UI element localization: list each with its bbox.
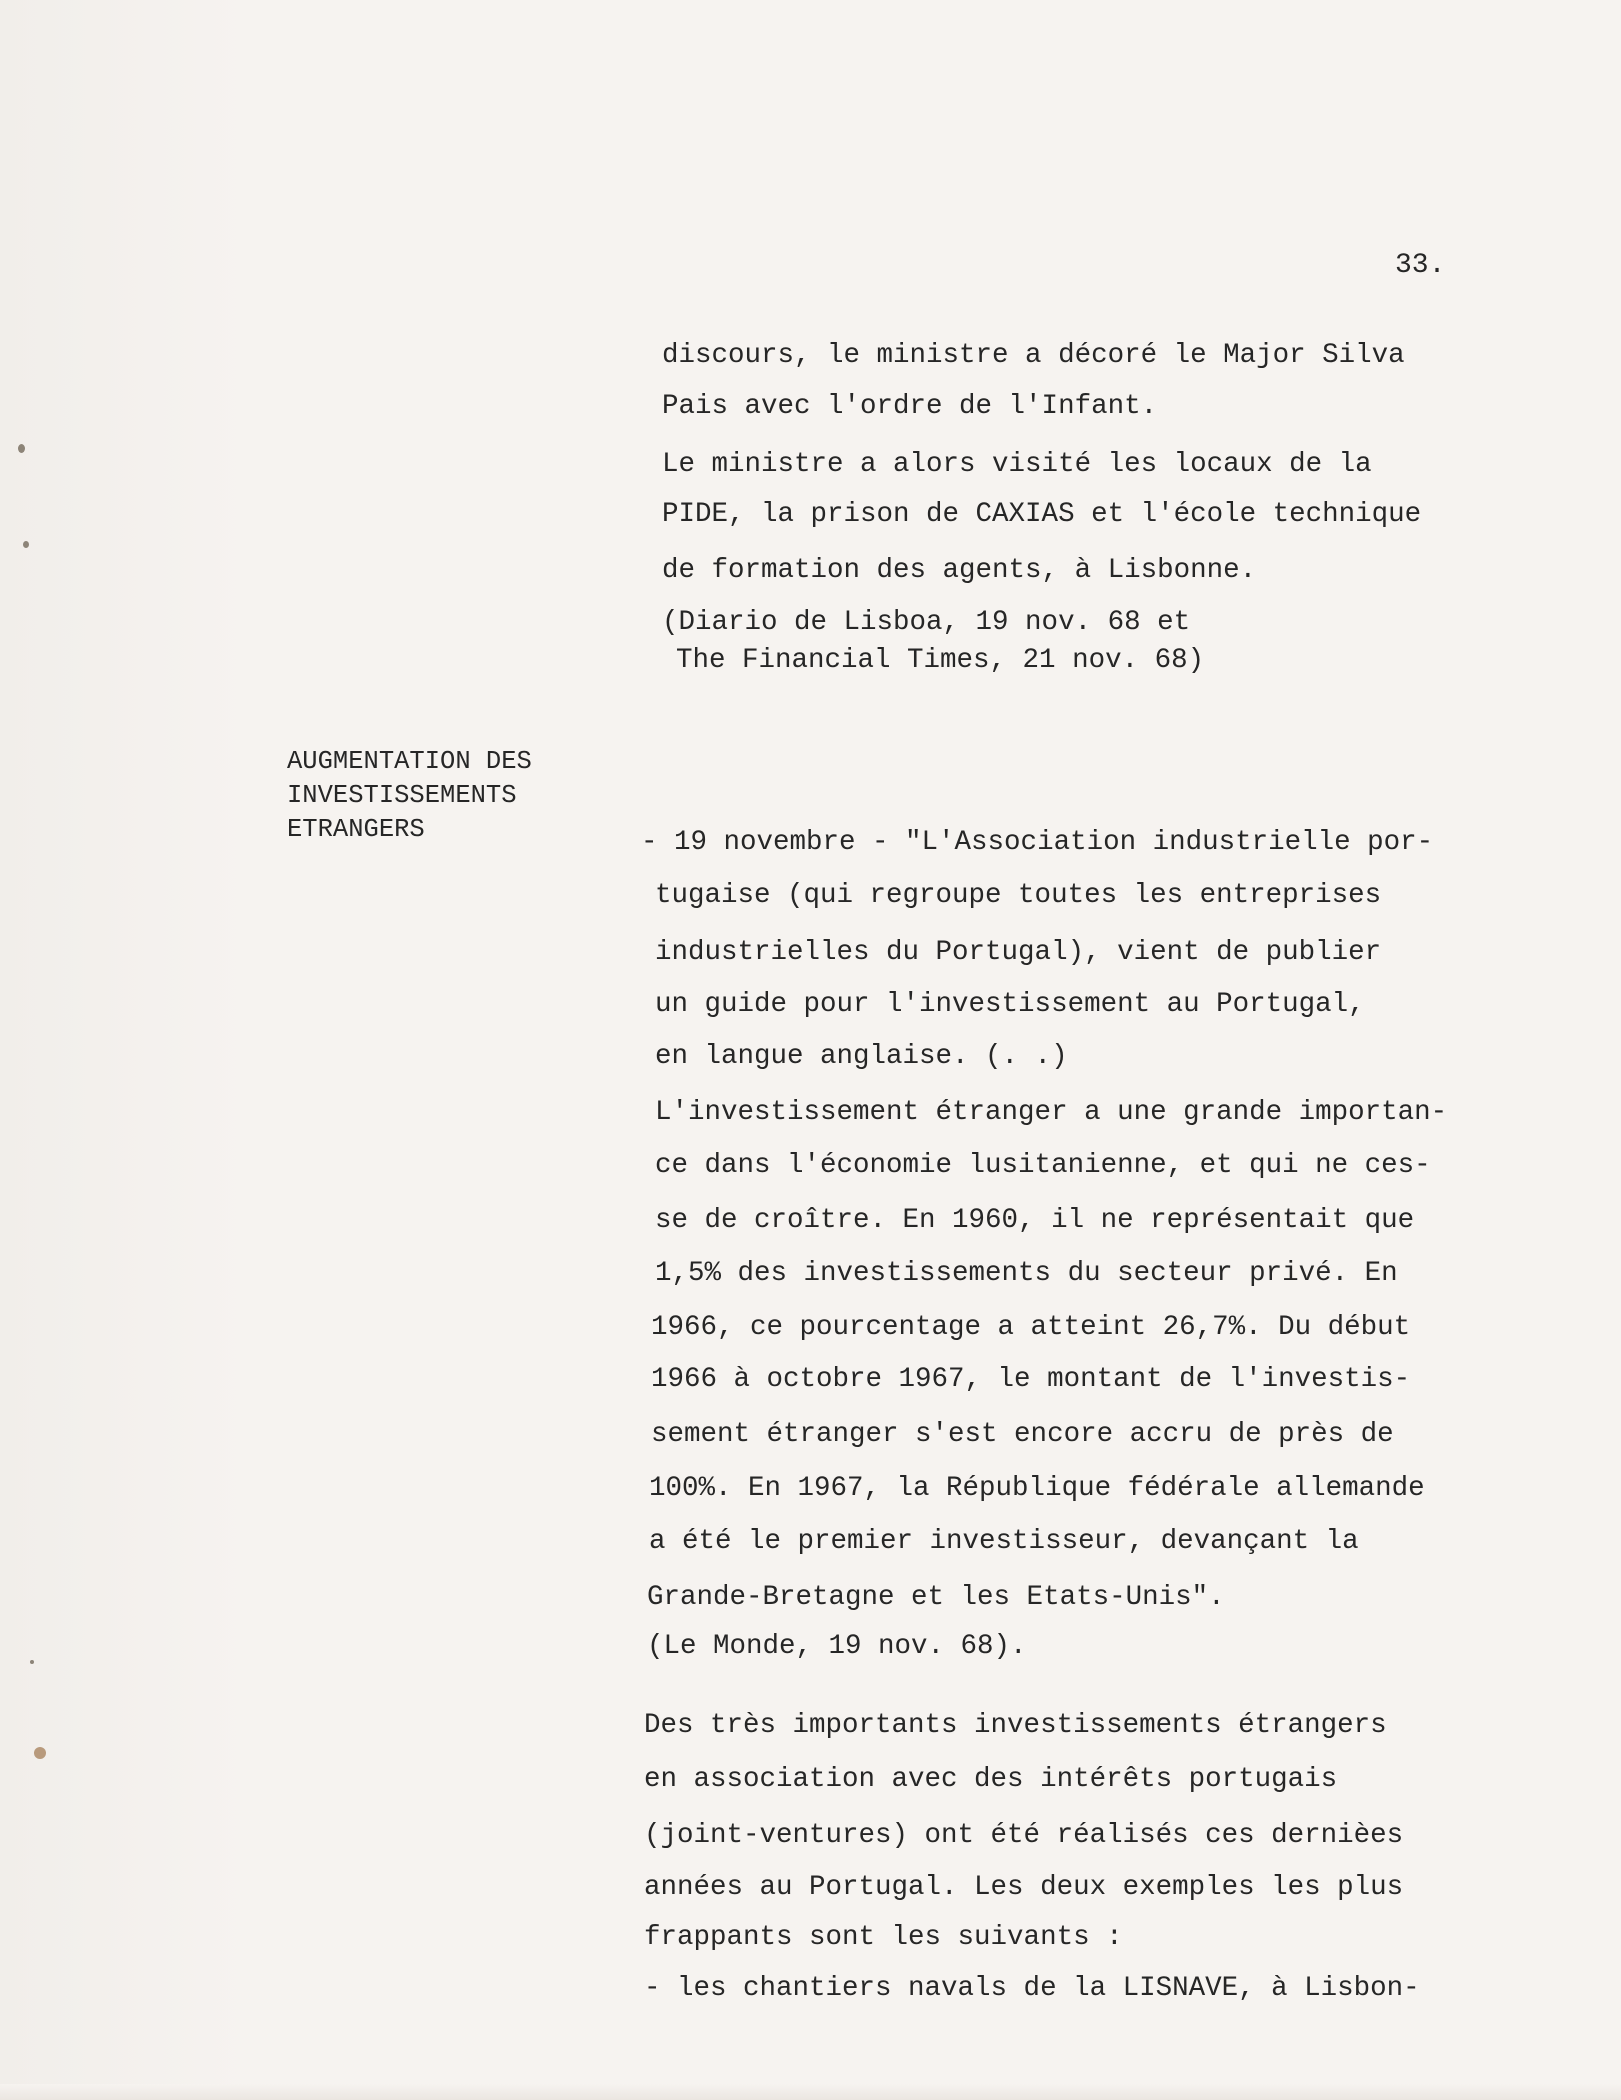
text-line: industrielles du Portugal), vient de publier (655, 937, 1382, 968)
text-line: de formation des agents, à Lisbonne. (662, 555, 1257, 586)
margin-speck (34, 1747, 46, 1759)
text-line: années au Portugal. Les deux exemples les plus (644, 1872, 1404, 1903)
side-heading-line: INVESTISSEMENTS (287, 781, 517, 810)
text-line: 100%. En 1967, la République fédérale allemande (649, 1473, 1425, 1504)
text-line: frappants sont les suivants : (644, 1922, 1123, 1953)
text-line: PIDE, la prison de CAXIAS et l'école technique (662, 499, 1422, 530)
margin-speck (18, 444, 25, 453)
text-line: se de croître. En 1960, il ne représentait que (655, 1205, 1415, 1236)
text-line: L'investissement étranger a une grande importan- (655, 1097, 1448, 1128)
side-heading-line: ETRANGERS (287, 815, 425, 844)
text-line: tugaise (qui regroupe toutes les entreprises (655, 880, 1382, 911)
text-line: Grande-Bretagne et les Etats-Unis". (647, 1582, 1225, 1613)
text-line: (Le Monde, 19 nov. 68). (647, 1631, 1027, 1662)
text-line: Le ministre a alors visité les locaux de la (662, 449, 1372, 480)
text-line: en langue anglaise. (. .) (655, 1041, 1068, 1072)
text-line: (joint-ventures) ont été réalisés ces dernièes (644, 1820, 1404, 1851)
page-number: 33. (1395, 250, 1446, 281)
margin-speck (30, 1660, 34, 1664)
text-line: 1966 à octobre 1967, le montant de l'investis- (651, 1364, 1411, 1395)
text-line: sement étranger s'est encore accru de près de (651, 1419, 1394, 1450)
bottom-edge (0, 2084, 1621, 2100)
text-line: The Financial Times, 21 nov. 68) (676, 645, 1205, 676)
text-line: 1,5% des investissements du secteur privé. En (655, 1258, 1398, 1289)
text-line: Pais avec l'ordre de l'Infant. (662, 391, 1158, 422)
text-line: Des très importants investissements étrangers (644, 1710, 1387, 1741)
margin-shading (0, 0, 250, 2100)
margin-speck (23, 541, 29, 548)
side-heading-line: AUGMENTATION DES (287, 747, 532, 776)
text-line: a été le premier investisseur, devançant la (649, 1526, 1359, 1557)
text-line: - les chantiers navals de la LISNAVE, à Lisbon- (644, 1973, 1420, 2004)
text-line: en association avec des intérêts portugais (644, 1764, 1338, 1795)
text-line: ce dans l'économie lusitanienne, et qui ne ces- (655, 1150, 1431, 1181)
text-line: - 19 novembre - "L'Association industrielle por- (641, 827, 1434, 858)
text-line: un guide pour l'investissement au Portugal, (655, 989, 1365, 1020)
text-line: discours, le ministre a décoré le Major Silva (662, 340, 1405, 371)
text-line: (Diario de Lisboa, 19 nov. 68 et (662, 607, 1191, 638)
text-line: 1966, ce pourcentage a atteint 26,7%. Du début (651, 1312, 1411, 1343)
